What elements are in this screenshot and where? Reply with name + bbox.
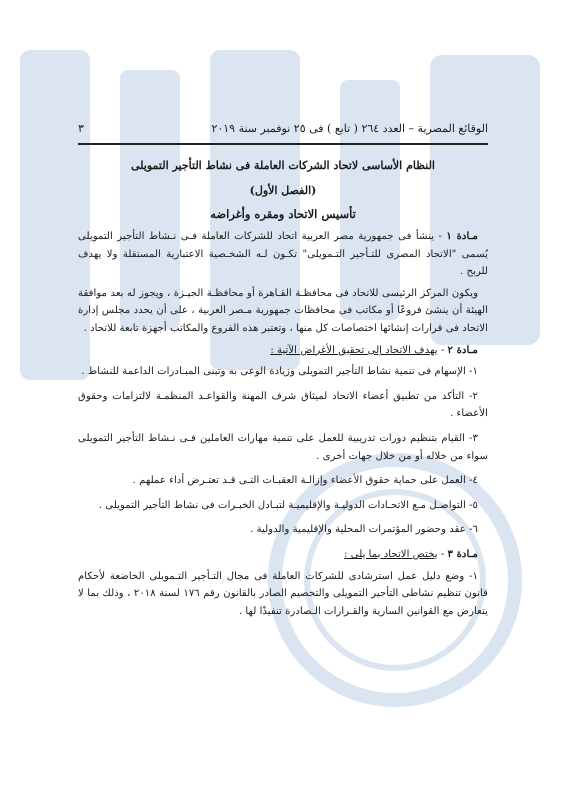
article-2-item: ٥- التواصـل مـع الاتحـادات الدوليـة والإقليميـة لتبـادل الخبـرات فى نشاط التأجير التمويلى . [98, 499, 478, 511]
article-2-item: ٦- عقد وحضور المؤتمرات المحلية والإقليمية والدولية . [250, 524, 478, 536]
article-1-paragraph-2: ويكون المركز الرئيسى للاتحاد فى محافظـة القـاهرة أو محافظـة الجيـزة ، ويجوز له بعد موافقة الهيئة أن ينشئ فروعًا أو مكاتب فى محافظات جمهورية مـصر العربية ، على أن يحدد مجلس إدارة الاتحاد فى قرارات إنشائها اختصاصات كل منها ، وتعتبر هذه الفروع والمكاتب أجهزة تابعة للاتحاد . [78, 287, 488, 334]
page-number: ٣ [78, 122, 84, 135]
running-title: الوقائع المصرية – العدد ٢٦٤ ( تابع ) فى ٢٥ نوفمبر سنة ٢٠١٩ [211, 122, 488, 135]
article-3-item: ١- وضع دليل عمل استرشادى للشركات العاملة فى مجال التـأجير التـمويلى الخاضعة لأحكام قانون تنظيم نشاطى التأجير التمويلى والتخصيم الصادر بالقانون رقم ١٧٦ لسنة ٢٠١٨ ، وذلك بما لا يتعارض مع القوانين السارية والقـرارات الـصادرة تنفيذًا لها . [78, 570, 488, 617]
running-header [78, 122, 488, 135]
article-2-item: ٤- العمل على حماية حقوق الأعضاء وإزالـة العقبـات التـى قـد تعتـرض أداء عملهم . [132, 475, 478, 487]
article-3-intro: يختص الاتحاد بما يلى : [344, 548, 438, 560]
article-1-text: - ينشأ فى جمهورية مصر العربية اتحاد للشركات العاملة فـى نـشاط التأجير التمويلى يُسمى "الاتحاد المصرى للتـأجير التـمويلى" تكـون لـه الشخـصية الاعتبارية المستقلة ولا يهدف للربح . [78, 231, 488, 278]
article-2-item: ١- الإسهام فى تنمية نشاط التأجير التمويلى وزيادة الوعى به وتبنى المبـادرات الداعمة للنشاط . [81, 366, 478, 378]
article-3: مـادة ٣ - يختص الاتحاد بما يلى : [344, 547, 478, 560]
article-2-label: مـادة ٢ [447, 343, 478, 356]
article-3-label: مـادة ٣ [447, 547, 478, 560]
document-body [78, 228, 488, 627]
article-2-item: ٣- القيام بتنظيم دورات تدريبية للعمل على تنمية مهارات العاملين فـى نـشاط التأجير التمويلى سواء من خلاله أو من خلال جهات أخرى . [78, 432, 488, 462]
chapter-heading: (الفصل الأول) [249, 184, 317, 197]
article-2-item: ٢- التأكد من تطبيق أعضاء الاتحاد لميثاق شرف المهنة والقواعـد المنظمـة لالتزامات وحقوق الأعضاء . [78, 390, 488, 420]
article-2: مـادة ٢ - يهدف الاتحاد إلى تحقيق الأغراض الآتية : [270, 343, 478, 356]
section-heading: تأسيس الاتحاد ومقره وأغراضه [210, 207, 356, 221]
article-1-label: مـادة ١ [446, 230, 478, 242]
article-2-intro: يهدف الاتحاد إلى تحقيق الأغراض الآتية : [270, 344, 438, 356]
document-title: النظام الأساسى لاتحاد الشركات العاملة فى نشاط التأجير التمويلى [131, 159, 435, 172]
article-1 [78, 228, 488, 281]
header-divider [78, 143, 488, 145]
